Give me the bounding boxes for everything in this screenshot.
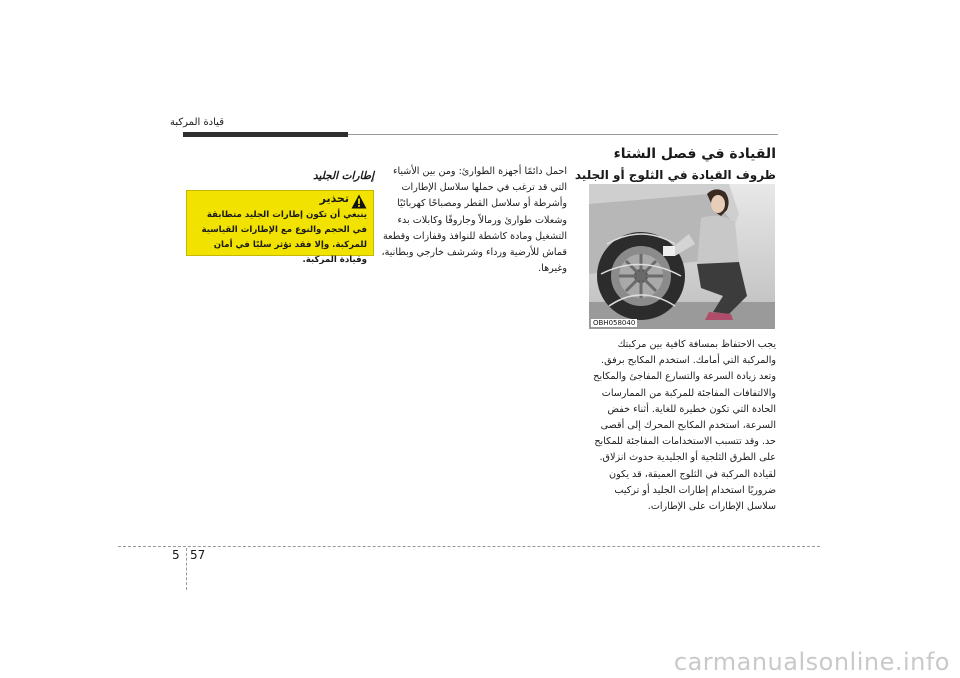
emergency-equipment-paragraph: احمل دائمًا أجهزة الطوارئ: ومن بين الأشياء التي قد ترغب في حملها سلاسل الإطارات وأشرطة أو سلاسل القطر ومصباحًا كهربائيًا وشعلات طوارئ ورمالاً وجاروفًا وكابلات بدء التشغيل ومادة كاشطة للنوافذ وقفازات وقطعة قماش للأرضية ورداء وشرشف خارجي وبطانية، وغيرها. [381, 166, 567, 275]
watermark: carmanualsonline.info [673, 648, 950, 676]
footer-vertical-divider [186, 548, 187, 590]
warning-box [186, 190, 374, 265]
winter-tires-heading: إطارات الجليد [312, 170, 374, 182]
person-fitting-tire-chain-photo [589, 184, 775, 329]
sub-heading: ظروف القيادة في الثلوج أو الجليد [574, 168, 776, 182]
footer-divider [118, 546, 820, 547]
warning-triangle-icon [351, 194, 367, 209]
photo-code: OBH058040 [593, 319, 636, 327]
warning-text: ينبغي أن تكون إطارات الجليد متطابقة في الحجم والنوع مع الإطارات القياسية للمركبة. وإلا فقد تؤثر سلبًا في أمان وقيادة المركبة. [201, 210, 367, 265]
section-title: القيادة في فصل الشتاء [613, 146, 776, 162]
tire-chain-photo [589, 184, 775, 329]
chapter-header-title: قيادة المركبة [170, 117, 224, 128]
header-rule [348, 134, 778, 135]
page-number: 57 [190, 548, 206, 562]
chapter-number: 5 [172, 548, 180, 562]
braking-paragraph: يجب الاحتفاظ بمسافة كافية بين مركبتك والمركبة التي أمامك. استخدم المكابح برفق. وتعد زيادة السرعة والتسارع المفاجئ والمكابح والالتفافات المفاجئة للمركبة من الممارسات الحادة التي تكون خطيرة للغاية. أثناء خفض السرعة، استخدم المكابح المحرك إلى أقصى حد. وقد تتسبب الاستخدامات المفاجئة للمكابح على الطرق الثلجية أو الجليدية حدوث انزلاق. لقيادة المركبة في الثلوج العميقة، قد يكون ضروريًا استخدام إطارات الجليد أو تركيب سلاسل الإطارات على الإطارات. [593, 339, 776, 513]
header-bar [183, 132, 348, 137]
warning-title: تحذير [319, 192, 349, 205]
